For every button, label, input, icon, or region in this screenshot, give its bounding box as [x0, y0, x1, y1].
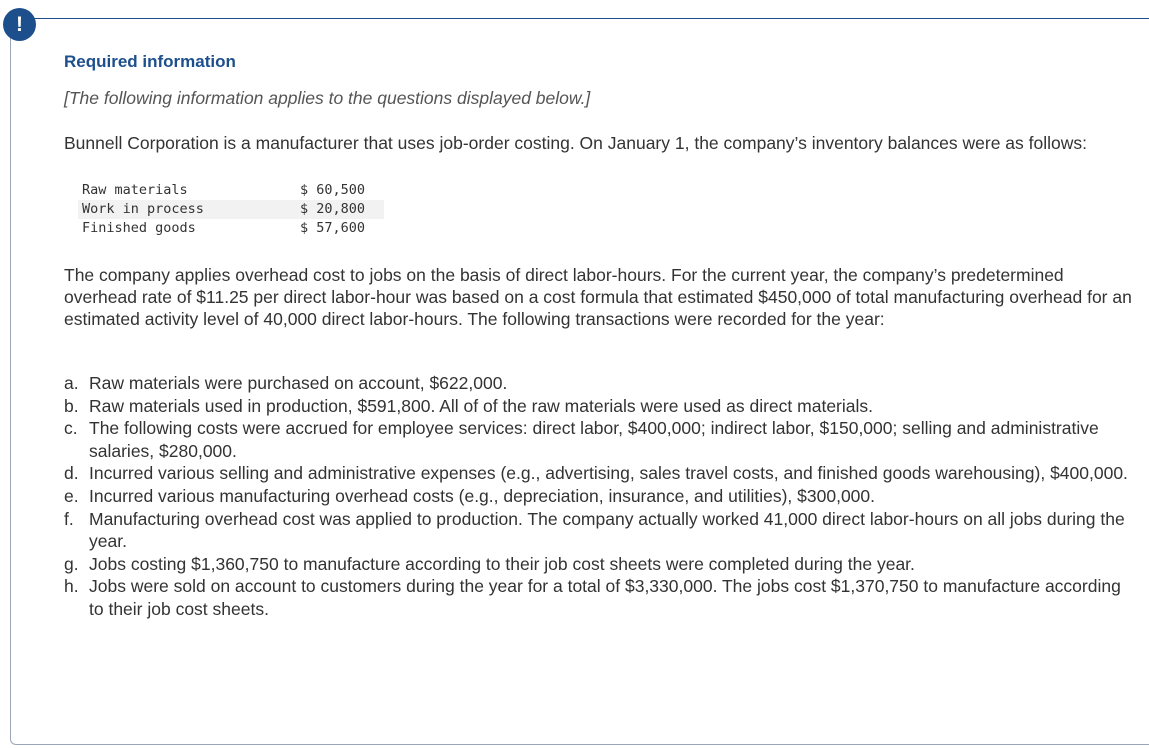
inventory-row-work-in-process — [78, 200, 384, 219]
transaction-letter: b. — [64, 395, 79, 416]
transaction-text: Jobs were sold on account to customers during the year for a total of $3,330,000. The jobs cost $1,370,750 to manufacture according to their job cost sheets. — [89, 576, 1121, 619]
transaction-letter: e. — [64, 485, 79, 506]
inventory-label: Raw materials — [82, 182, 188, 198]
overhead-paragraph: The company applies overhead cost to jobs on the basis of direct labor-hours. For the current year, the company’s predetermined overhead rate of $11.25 per direct labor-hour was based on a cost formula that estimated $450,000 of total manufacturing overhead for an estimated activity level of 40,000 direct labor-hours. The following transactions were recorded for the year: — [64, 265, 1132, 329]
transaction-item-c — [64, 417, 1139, 462]
transaction-letter: f. — [64, 508, 74, 529]
transaction-item-d — [64, 462, 1139, 485]
required-information-heading: Required information — [64, 52, 236, 71]
transaction-item-e — [64, 485, 1139, 508]
transaction-item-f — [64, 508, 1139, 553]
transaction-item-a — [64, 372, 1139, 395]
transaction-item-b — [64, 395, 1139, 418]
transaction-text: Manufacturing overhead cost was applied to production. The company actually worked 41,000 direct labor-hours on all jobs during the year. — [89, 508, 1125, 552]
transaction-item-g — [64, 553, 1139, 576]
transaction-letter: c. — [64, 418, 78, 439]
inventory-row-raw-materials — [78, 181, 384, 200]
intro-paragraph: Bunnell Corporation is a manufacturer that uses job-order costing. On January 1, the company’s inventory balances were as follows: — [64, 133, 1087, 153]
applies-note: [The following information applies to the questions displayed below.] — [64, 88, 591, 108]
inventory-amount: $ 57,600 — [300, 220, 366, 236]
transaction-letter: h. — [64, 576, 79, 597]
transaction-text: Incurred various manufacturing overhead costs (e.g., depreciation, insurance, and utilities), $300,000. — [89, 485, 876, 506]
transaction-text: Raw materials were purchased on account, $622,000. — [89, 373, 508, 393]
inventory-amount: $ 60,500 — [300, 182, 366, 198]
inventory-row-finished-goods — [78, 219, 384, 238]
transaction-letter: a. — [64, 373, 79, 393]
transaction-letter: d. — [64, 463, 79, 484]
transaction-item-h — [64, 575, 1139, 620]
inventory-label: Finished goods — [82, 220, 196, 236]
inventory-label: Work in process — [78, 200, 296, 219]
transaction-text: Jobs costing $1,360,750 to manufacture according to their job cost sheets were completed during the year. — [89, 553, 915, 574]
transaction-text: The following costs were accrued for employee services: direct labor, $400,000; indirect labor, $150,000; selling and administrative salaries, $280,000. — [89, 418, 1099, 461]
information-content — [64, 52, 1139, 621]
transactions-list — [64, 372, 1139, 621]
transaction-text: Incurred various selling and administrative expenses (e.g., advertising, sales travel costs, and finished goods warehousing), $400,000. — [89, 463, 1128, 484]
transaction-letter: g. — [64, 553, 79, 574]
transaction-text: Raw materials used in production, $591,800. All of of the raw materials were used as direct materials. — [89, 395, 873, 416]
inventory-balances-table — [78, 181, 384, 238]
inventory-amount: $ 20,800 — [296, 200, 384, 219]
alert-icon: ! — [3, 8, 36, 41]
